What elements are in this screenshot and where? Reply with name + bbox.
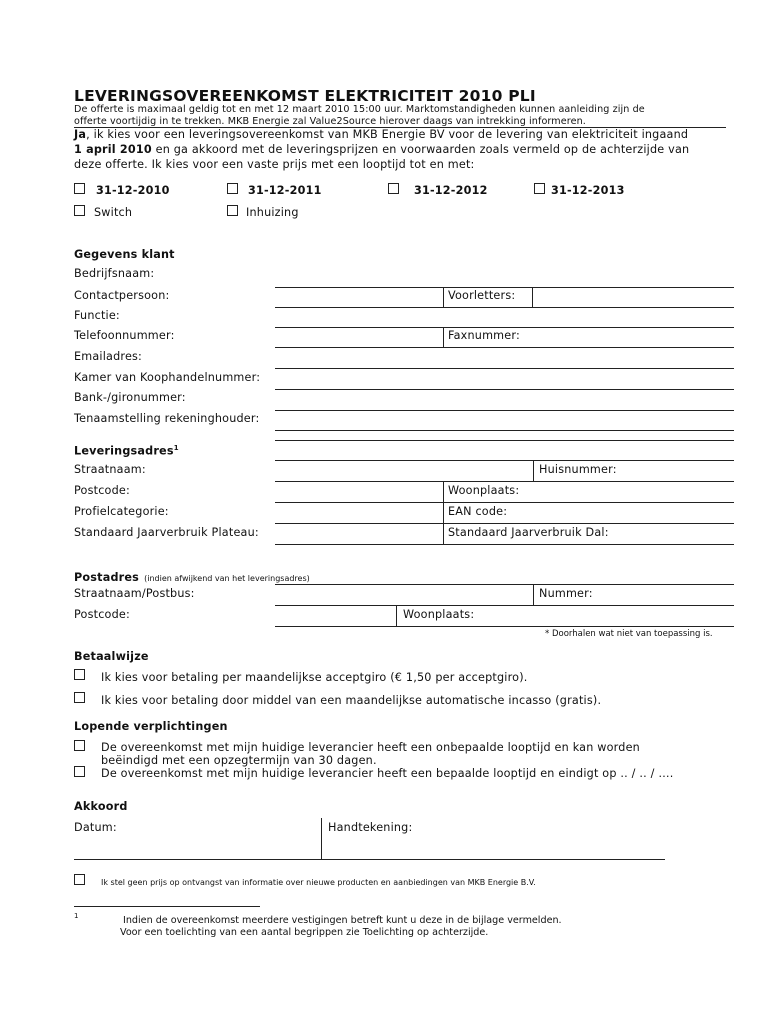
footnote-ref: 1 bbox=[173, 444, 179, 452]
leveringsadres-heading-text: Leveringsadres bbox=[74, 444, 174, 458]
doorhalen-note: * Doorhalen wat niet van toepassing is. bbox=[545, 629, 713, 639]
intro-start-date: 1 april 2010 bbox=[74, 143, 152, 156]
field-profielcategorie[interactable] bbox=[275, 523, 734, 524]
field-jaarverbruik[interactable] bbox=[275, 544, 734, 545]
label-post-woonplaats: Woonplaats: bbox=[403, 608, 475, 621]
validity-note-line2: offerte voortijdig in te trekken. MKB Energie zal Value2Source hierover daags van intrekking informeren. bbox=[74, 116, 586, 127]
postadres-note: (indien afwijkend van het leveringsadres) bbox=[144, 574, 310, 583]
field-divider bbox=[533, 584, 534, 605]
intro-line2 bbox=[74, 143, 689, 156]
section-heading-akkoord: Akkoord bbox=[74, 800, 128, 813]
field-divider bbox=[396, 605, 397, 626]
footnote-number: 1 bbox=[74, 912, 79, 920]
section-heading-leveringsadres bbox=[74, 444, 179, 458]
option-31-12-2012-label: 31-12-2012 bbox=[414, 184, 488, 197]
label-datum: Datum: bbox=[74, 821, 117, 834]
footnote-line1: Indien de overeenkomst meerdere vestigingen betreft kunt u deze in de bijlage vermelden. bbox=[123, 915, 562, 926]
checkbox-31-12-2010[interactable] bbox=[74, 183, 85, 194]
option-incasso-label: Ik kies voor betaling door middel van een maandelijkse automatische incasso (gratis). bbox=[101, 694, 602, 707]
field-straatnaam[interactable] bbox=[275, 481, 734, 482]
checkbox-31-12-2013[interactable] bbox=[534, 183, 545, 194]
label-faxnummer: Faxnummer: bbox=[448, 329, 520, 342]
section-heading-lopende-verplichtingen: Lopende verplichtingen bbox=[74, 720, 228, 733]
checkbox-switch[interactable] bbox=[74, 205, 85, 216]
label-bank-gironummer: Bank-/gironummer: bbox=[74, 391, 186, 404]
intro-line2-text: en ga akkoord met de leveringsprijzen en voorwaarden zoals vermeld op de achterzijde van bbox=[151, 143, 690, 156]
option-onbepaalde-line1: De overeenkomst met mijn huidige leverancier heeft een onbepaalde looptijd en kan worden bbox=[101, 741, 640, 754]
label-handtekening: Handtekening: bbox=[328, 821, 413, 834]
validity-note-line1: De offerte is maximaal geldig tot en met 12 maart 2010 15:00 uur. Marktomstandigheden kunnen aanleiding zijn de bbox=[74, 104, 645, 115]
postadres-heading-text: Postadres bbox=[74, 571, 140, 584]
field-bank-gironummer[interactable] bbox=[275, 410, 734, 411]
field-functie[interactable] bbox=[275, 327, 734, 328]
checkbox-inhuizing[interactable] bbox=[227, 205, 238, 216]
option-bepaalde-label: De overeenkomst met mijn huidige leverancier heeft een bepaalde looptijd en eindigt op .. / .. / …. bbox=[101, 767, 674, 780]
field-postcode[interactable] bbox=[275, 502, 734, 503]
intro-line1-text: , ik kies voor een leveringsovereenkomst van MKB Energie BV voor de levering van elektriciteit ingaand bbox=[86, 128, 689, 141]
field-divider bbox=[533, 460, 534, 481]
field-divider bbox=[443, 481, 444, 544]
option-31-12-2011-label: 31-12-2011 bbox=[248, 184, 322, 197]
option-31-12-2010-label: 31-12-2010 bbox=[96, 184, 170, 197]
label-profielcategorie: Profielcategorie: bbox=[74, 505, 169, 518]
checkbox-31-12-2011[interactable] bbox=[227, 183, 238, 194]
label-postcode: Postcode: bbox=[74, 484, 130, 497]
label-emailadres: Emailadres: bbox=[74, 350, 143, 363]
field-tenaamstelling[interactable] bbox=[275, 430, 734, 431]
label-nummer: Nummer: bbox=[539, 587, 593, 600]
option-inhuizing-label: Inhuizing bbox=[246, 206, 299, 219]
field-bedrijfsnaam[interactable] bbox=[275, 287, 734, 288]
label-contactpersoon: Contactpersoon: bbox=[74, 289, 170, 302]
field-top-border bbox=[275, 460, 734, 461]
field-top-border bbox=[275, 584, 734, 585]
label-jaarverbruik-dal: Standaard Jaarverbruik Dal: bbox=[448, 526, 609, 539]
checkbox-onbepaalde-looptijd[interactable] bbox=[74, 740, 85, 751]
section-heading-betaalwijze: Betaalwijze bbox=[74, 650, 149, 663]
field-emailadres[interactable] bbox=[275, 368, 734, 369]
field-divider bbox=[443, 287, 444, 307]
label-tenaamstelling: Tenaamstelling rekeninghouder: bbox=[74, 412, 260, 425]
section-heading-postadres bbox=[74, 566, 310, 585]
field-contactpersoon[interactable] bbox=[275, 307, 734, 308]
field-kvk-nummer[interactable] bbox=[275, 389, 734, 390]
intro-line3: deze offerte. Ik kies voor een vaste prijs met een looptijd tot en met: bbox=[74, 158, 475, 171]
section-divider bbox=[275, 440, 734, 441]
label-jaarverbruik-plateau: Standaard Jaarverbruik Plateau: bbox=[74, 526, 259, 539]
option-onbepaalde-line2: beëindigd met een opzegtermijn van 30 dagen. bbox=[101, 754, 377, 767]
field-datum-handtekening[interactable] bbox=[74, 859, 665, 860]
checkbox-31-12-2012[interactable] bbox=[388, 183, 399, 194]
checkbox-bepaalde-looptijd[interactable] bbox=[74, 766, 85, 777]
label-telefoonnummer: Telefoonnummer: bbox=[74, 329, 175, 342]
label-post-postcode: Postcode: bbox=[74, 608, 130, 621]
footnote-divider bbox=[74, 906, 260, 907]
field-divider bbox=[321, 818, 322, 859]
option-acceptgiro-label: Ik kies voor betaling per maandelijkse acceptgiro (€ 1,50 per acceptgiro). bbox=[101, 671, 528, 684]
checkbox-incasso[interactable] bbox=[74, 692, 85, 703]
option-31-12-2013-label: 31-12-2013 bbox=[551, 184, 625, 197]
label-straatnaam: Straatnaam: bbox=[74, 463, 146, 476]
option-geen-informatie-label: Ik stel geen prijs op ontvangst van informatie over nieuwe producten en aanbiedingen van MKB Energie B.V. bbox=[101, 878, 536, 887]
intro-ja: Ja bbox=[74, 128, 87, 141]
label-ean-code: EAN code: bbox=[448, 505, 508, 518]
label-woonplaats: Woonplaats: bbox=[448, 484, 520, 497]
checkbox-geen-informatie[interactable] bbox=[74, 874, 85, 885]
checkbox-acceptgiro[interactable] bbox=[74, 669, 85, 680]
intro-line1 bbox=[74, 128, 688, 141]
option-switch-label: Switch bbox=[94, 206, 133, 219]
field-post-postcode[interactable] bbox=[275, 626, 734, 627]
page-title: LEVERINGSOVEREENKOMST ELEKTRICITEIT 2010 PLI bbox=[74, 87, 536, 105]
field-divider bbox=[532, 287, 533, 307]
label-kvk-nummer: Kamer van Koophandelnummer: bbox=[74, 371, 261, 384]
label-voorletters: Voorletters: bbox=[448, 289, 516, 302]
section-heading-klant: Gegevens klant bbox=[74, 248, 175, 261]
label-huisnummer: Huisnummer: bbox=[539, 463, 617, 476]
label-straatnaam-postbus: Straatnaam/Postbus: bbox=[74, 587, 195, 600]
field-straatnaam-postbus[interactable] bbox=[275, 605, 734, 606]
label-bedrijfsnaam: Bedrijfsnaam: bbox=[74, 267, 155, 280]
footnote-line2: Voor een toelichting van een aantal begrippen zie Toelichting op achterzijde. bbox=[120, 927, 489, 938]
field-telefoonnummer[interactable] bbox=[275, 347, 734, 348]
field-divider bbox=[443, 327, 444, 347]
label-functie: Functie: bbox=[74, 309, 120, 322]
